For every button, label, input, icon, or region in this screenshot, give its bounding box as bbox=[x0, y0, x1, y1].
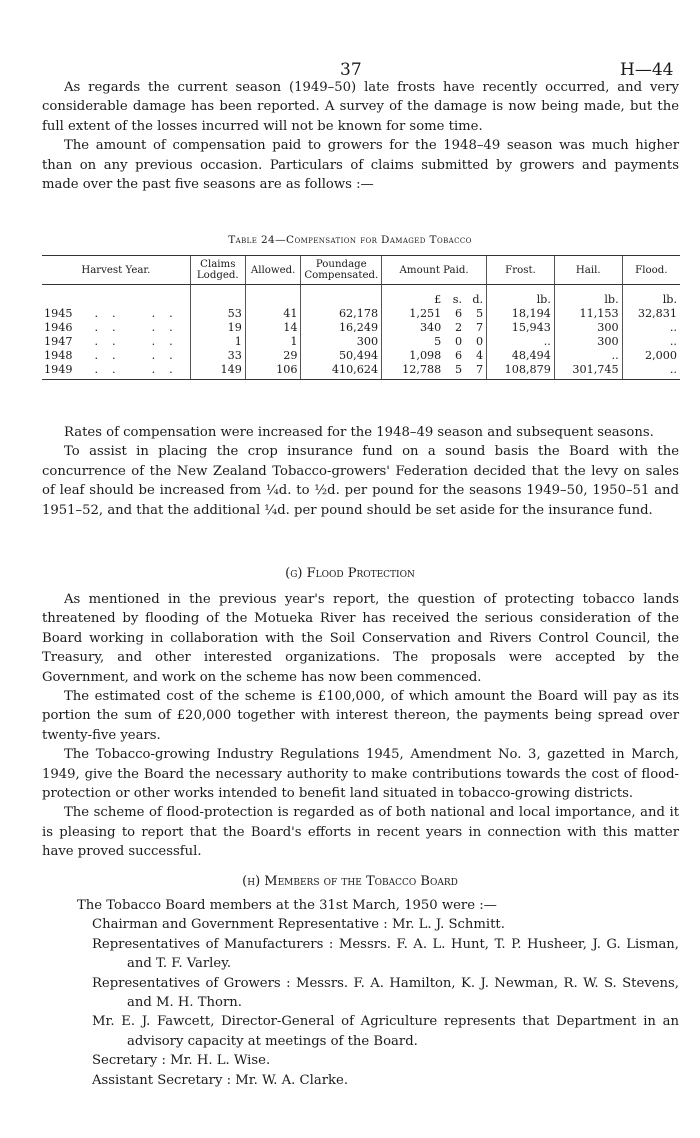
hail-lb: .. bbox=[554, 349, 622, 363]
hail-lb: 300 bbox=[554, 321, 622, 335]
paragraph: The estimated cost of the scheme is £100,000, of which amount the Board will pay as its portion the sum of £20,000 together with interest thereon, the payments being spread over twenty-five years. bbox=[42, 689, 679, 743]
member-entry: Secretary : Mr. H. L. Wise. bbox=[92, 1053, 271, 1069]
amount-shillings: 6 bbox=[454, 349, 463, 362]
members-lead: The Tobacco Board members at the 31st March, 1950 were :— bbox=[77, 898, 497, 913]
unit-label: s. bbox=[452, 293, 463, 306]
claims-lodged: 149 bbox=[190, 363, 245, 380]
leader-dots: .. bbox=[94, 349, 130, 362]
leader-dots: .. bbox=[151, 307, 187, 320]
hail-lb: 11,153 bbox=[554, 307, 622, 321]
table-row bbox=[42, 321, 680, 335]
unit-label: £ bbox=[382, 285, 445, 308]
amount-pounds: 12,788 bbox=[382, 363, 445, 380]
flood-lb: .. bbox=[622, 335, 680, 349]
hail-lb: 300 bbox=[554, 335, 622, 349]
column-header: Frost. bbox=[487, 256, 555, 285]
frost-lb: 18,194 bbox=[487, 307, 555, 321]
paragraph: The amount of compensation paid to growers for the 1948–49 season was much higher than on any previous occasion. Particulars of claims submitted by growers and payments made over the past five seasons are as follows :— bbox=[42, 138, 679, 193]
leader-dots: .. bbox=[94, 307, 130, 320]
poundage-compensated: 62,178 bbox=[301, 307, 382, 321]
claims-allowed: 106 bbox=[245, 363, 301, 380]
intro-text bbox=[42, 78, 679, 194]
poundage-compensated: 410,624 bbox=[301, 363, 382, 380]
leader-dots: .. bbox=[151, 335, 187, 348]
frost-lb: 108,879 bbox=[487, 363, 555, 380]
poundage-compensated: 300 bbox=[301, 335, 382, 349]
amount-pence: 5 bbox=[475, 307, 484, 320]
column-header: Poundage Compensated. bbox=[301, 256, 382, 285]
amount-shillings: 2 bbox=[454, 321, 463, 334]
member-entry: Mr. E. J. Fawcett, Director-General of Agriculture represents that Department in an advisory capacity at meetings of the Board. bbox=[92, 1014, 679, 1049]
claims-lodged: 33 bbox=[190, 349, 245, 363]
leader-dots: .. bbox=[151, 349, 187, 362]
claims-allowed: 14 bbox=[245, 321, 301, 335]
unit-label: lb. bbox=[487, 285, 555, 308]
poundage-compensated: 16,249 bbox=[301, 321, 382, 335]
column-header: Allowed. bbox=[245, 256, 301, 285]
column-header: Amount Paid. bbox=[382, 256, 487, 285]
amount-pence: 4 bbox=[475, 349, 484, 362]
column-header: Claims Lodged. bbox=[190, 256, 245, 285]
leader-dots: .. bbox=[151, 321, 187, 334]
amount-shillings: 0 bbox=[454, 335, 463, 348]
hail-lb: 301,745 bbox=[554, 363, 622, 380]
paragraph: As regards the current season (1949–50) late frosts have recently occurred, and very considerable damage has been reported. A survey of the damage is now being made, but the full extent of the losses incurred will not be known for some time. bbox=[42, 80, 679, 134]
paragraph: The scheme of flood-protection is regarded as of both national and local importance, and it is pleasing to report that the Board's efforts in recent years in connection with this matter have proved successful. bbox=[42, 805, 679, 860]
table-row bbox=[42, 363, 680, 380]
column-header: Flood. bbox=[622, 256, 680, 285]
paragraph: To assist in placing the crop insurance fund on a sound basis the Board with the concurrence of the New Zealand Tobacco-growers' Federation decided that the levy on sales of leaf should be increased from ¼d. to ½d. per pound for the seasons 1949–50, 1950–51 and 1951–52, and that the additional ¼d. per pound should be set aside for the insurance fund. bbox=[42, 444, 679, 518]
amount-pence: 7 bbox=[465, 363, 487, 380]
poundage-compensated: 50,494 bbox=[301, 349, 382, 363]
amount-pounds: 5 bbox=[382, 335, 445, 349]
table-row bbox=[42, 335, 680, 349]
frost-lb: .. bbox=[487, 335, 555, 349]
paragraph: The Tobacco-growing Industry Regulations 1945, Amendment No. 3, gazetted in March, 1949, give the Board the necessary authority to make contributions towards the cost of flood-protection or other works intended to benefit land situated in tobacco-growing districts. bbox=[42, 747, 679, 802]
flood-lb: .. bbox=[622, 363, 680, 380]
flood-lb: 32,831 bbox=[622, 307, 680, 321]
amount-pence: 7 bbox=[475, 321, 484, 334]
harvest-year: 1946 bbox=[44, 321, 73, 334]
claims-allowed: 41 bbox=[245, 307, 301, 321]
claims-lodged: 53 bbox=[190, 307, 245, 321]
claims-allowed: 29 bbox=[245, 349, 301, 363]
member-entry: Representatives of Growers : Messrs. F. A. Hamilton, K. J. Newman, R. W. S. Stevens, and M. H. Thorn. bbox=[92, 975, 679, 1011]
table-row bbox=[42, 307, 680, 321]
leader-dots: .. bbox=[94, 363, 130, 376]
amount-pounds: 1,098 bbox=[382, 349, 445, 363]
after-table-text bbox=[42, 423, 679, 520]
section-heading-flood-protection: (g) Flood Protection bbox=[285, 566, 415, 581]
amount-shillings: 6 bbox=[454, 307, 463, 320]
harvest-year: 1949 bbox=[44, 363, 73, 376]
frost-lb: 48,494 bbox=[487, 349, 555, 363]
table-header-row bbox=[42, 256, 680, 285]
claims-lodged: 1 bbox=[190, 335, 245, 349]
member-entry: Assistant Secretary : Mr. W. A. Clarke. bbox=[92, 1072, 349, 1088]
column-header: Harvest Year. bbox=[42, 256, 190, 285]
member-entry: Representatives of Manufacturers : Messrs. F. A. L. Hunt, T. P. Husheer, J. G. Lisman, and T. F. Varley. bbox=[92, 936, 679, 972]
member-entry: Chairman and Government Representative : Mr. L. J. Schmitt. bbox=[92, 917, 505, 933]
harvest-year: 1947 bbox=[44, 335, 73, 348]
paragraph: As mentioned in the previous year's report, the question of protecting tobacco lands threatened by flooding of the Motueka River has received the serious consideration of the Board working in collaboration with the Soil Conservation and Rivers Control Council, the Treasury, and other interested organizations. The proposals were accepted by the Government, and work on the scheme has now been commenced. bbox=[42, 592, 679, 685]
frost-lb: 15,943 bbox=[487, 321, 555, 335]
leader-dots: .. bbox=[94, 321, 130, 334]
amount-pounds: 1,251 bbox=[382, 307, 445, 321]
amount-pounds: 340 bbox=[382, 321, 445, 335]
units-row bbox=[42, 285, 680, 308]
paragraph: Rates of compensation were increased for the 1948–49 season and subsequent seasons. bbox=[64, 425, 654, 440]
page-number: 37 bbox=[340, 60, 362, 80]
column-header: Hail. bbox=[554, 256, 622, 285]
unit-label: d. bbox=[472, 293, 484, 306]
leader-dots: .. bbox=[151, 363, 187, 376]
board-members-list bbox=[42, 896, 679, 1090]
flood-lb: 2,000 bbox=[622, 349, 680, 363]
unit-label: lb. bbox=[622, 285, 680, 308]
table-row bbox=[42, 349, 680, 363]
flood-protection-text bbox=[42, 590, 679, 862]
section-heading-board-members: (h) Members of the Tobacco Board bbox=[242, 874, 458, 889]
claims-lodged: 19 bbox=[190, 321, 245, 335]
unit-label: lb. bbox=[554, 285, 622, 308]
harvest-year: 1945 bbox=[44, 307, 73, 320]
amount-shillings: 5 bbox=[444, 363, 465, 380]
leader-dots: .. bbox=[94, 335, 130, 348]
flood-lb: .. bbox=[622, 321, 680, 335]
compensation-table bbox=[42, 255, 680, 380]
harvest-year: 1948 bbox=[44, 349, 73, 362]
document-code: H—44 bbox=[620, 60, 674, 80]
claims-allowed: 1 bbox=[245, 335, 301, 349]
amount-pence: 0 bbox=[475, 335, 484, 348]
table-caption: Table 24—Compensation for Damaged Tobacco bbox=[228, 234, 472, 246]
